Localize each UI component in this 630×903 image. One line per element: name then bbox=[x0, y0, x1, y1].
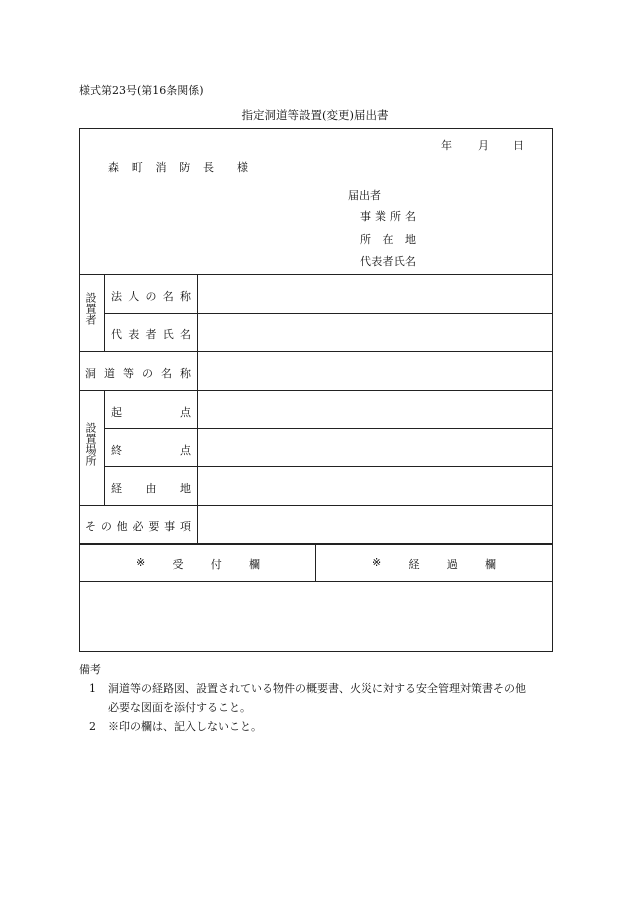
place-group-label: 設置場所 bbox=[84, 422, 97, 466]
rule bbox=[79, 351, 552, 352]
addressee-char: 消 bbox=[155, 161, 167, 174]
end-point-label: 終 点 bbox=[111, 444, 191, 457]
note-number: 2 bbox=[89, 720, 96, 733]
tunnel-name-label: 洞 道 等 の 名 称 bbox=[85, 367, 191, 380]
progress-column-header: ※ 経 過 欄 bbox=[372, 556, 496, 571]
start-point-label: 起 点 bbox=[111, 406, 191, 419]
rule bbox=[79, 505, 552, 506]
rule bbox=[104, 390, 105, 505]
note-number: 1 bbox=[89, 682, 96, 695]
rule bbox=[79, 390, 552, 391]
applicant-representative-label: 代 表 者 氏 名 bbox=[360, 255, 416, 268]
rule bbox=[104, 466, 552, 467]
addressee-suffix: 様 bbox=[237, 161, 248, 174]
note-text: 洞道等の経路図、設置されている物件の概要書、火災に対する安全管理対策書その他 bbox=[108, 682, 526, 695]
installer-representative-label: 代 表 者 氏 名 bbox=[111, 328, 191, 341]
date-month: 月 bbox=[478, 139, 489, 152]
addressee bbox=[108, 159, 214, 175]
form-reference: 様式第23号(第16条関係) bbox=[79, 84, 204, 97]
note-item bbox=[89, 717, 559, 736]
rule bbox=[79, 274, 552, 275]
document-title: 指定洞道等設置(変更)届出書 bbox=[241, 108, 389, 122]
date-day: 日 bbox=[513, 139, 524, 152]
note-text: ※印の欄は、記入しないこと。 bbox=[108, 720, 262, 733]
installer-group-label: 設置者 bbox=[84, 292, 97, 325]
corporation-name-label: 法 人 の 名 称 bbox=[111, 290, 191, 303]
applicant-office-name-label: 事 業 所 名 bbox=[360, 210, 416, 223]
note-text: 必要な図面を添付すること。 bbox=[108, 701, 251, 714]
other-matters-label: そ の 他 必 要 事 項 bbox=[85, 520, 191, 533]
notes-heading: 備考 bbox=[79, 663, 101, 676]
applicant-location-label: 所 在 地 bbox=[360, 233, 416, 246]
rule bbox=[315, 543, 316, 581]
date-year: 年 bbox=[441, 139, 452, 152]
rule bbox=[197, 274, 198, 543]
rule bbox=[104, 313, 552, 314]
addressee-char: 防 bbox=[179, 161, 191, 174]
note-item bbox=[89, 679, 559, 717]
rule bbox=[104, 274, 105, 351]
via-point-label: 経 由 地 bbox=[111, 482, 191, 495]
reception-column-header: ※ 受 付 欄 bbox=[136, 556, 260, 571]
addressee-char: 森 bbox=[108, 161, 119, 174]
rule bbox=[104, 428, 552, 429]
addressee-char: 長 bbox=[203, 161, 214, 174]
addressee-char: 町 bbox=[131, 161, 143, 174]
applicant-label: 届出者 bbox=[348, 189, 381, 202]
rule bbox=[79, 581, 552, 582]
